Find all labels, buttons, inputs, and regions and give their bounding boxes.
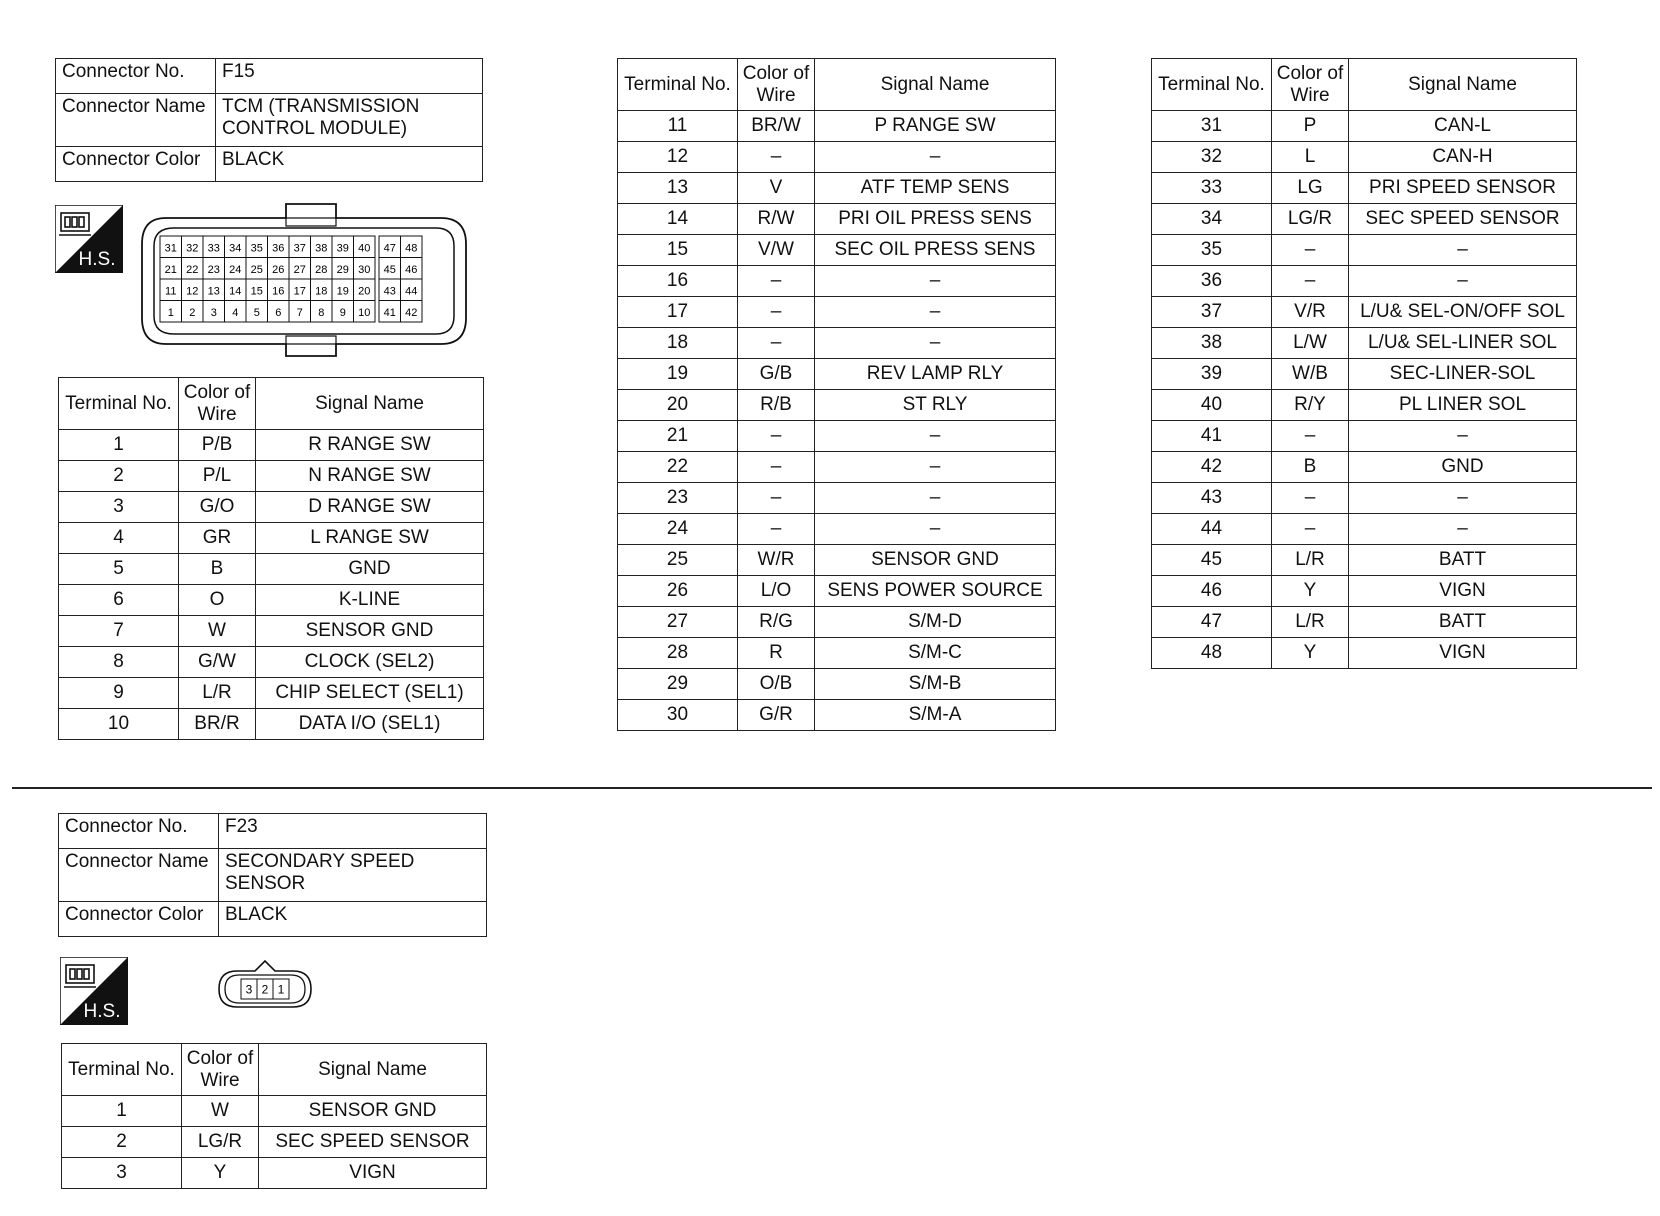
wire-color-cell: Y xyxy=(1272,638,1349,669)
terminal-no-cell: 22 xyxy=(618,452,738,483)
signal-name-cell: K-LINE xyxy=(256,585,484,616)
pin-number: 2 xyxy=(189,306,196,319)
hs-label: H.S. xyxy=(83,1001,121,1022)
pin-number: 44 xyxy=(405,285,418,298)
terminal-no-cell: 14 xyxy=(618,204,738,235)
table-row xyxy=(618,452,1056,483)
connector-color-label: Connector Color xyxy=(56,147,216,182)
signal-name-cell: SENSOR GND xyxy=(256,616,484,647)
wire-color-cell: V/W xyxy=(738,235,815,266)
wire-color-cell: L/O xyxy=(738,576,815,607)
pin-number: 42 xyxy=(405,306,418,319)
pin-number: 39 xyxy=(336,242,349,255)
wire-color-header: Color of Wire xyxy=(182,1044,259,1096)
table-row xyxy=(618,669,1056,700)
pin-number: 29 xyxy=(336,263,349,276)
wire-color-cell: – xyxy=(738,452,815,483)
wire-color-cell: Y xyxy=(182,1158,259,1189)
connector-name-value: SECONDARY SPEED SENSOR xyxy=(219,849,487,902)
wire-color-cell: – xyxy=(738,266,815,297)
pin-number: 45 xyxy=(383,263,396,276)
signal-name-header: Signal Name xyxy=(259,1044,487,1096)
signal-name-cell: BATT xyxy=(1349,607,1577,638)
signal-name-cell: – xyxy=(1349,421,1577,452)
terminal-no-cell: 27 xyxy=(618,607,738,638)
harness-side-icon xyxy=(55,205,123,273)
table-row xyxy=(618,297,1056,328)
terminal-no-cell: 2 xyxy=(62,1127,182,1158)
terminal-no-cell: 39 xyxy=(1152,359,1272,390)
f15-terminal-table-3 xyxy=(1151,58,1577,669)
table-row xyxy=(59,678,484,709)
terminal-no-cell: 41 xyxy=(1152,421,1272,452)
table-row xyxy=(1152,514,1577,545)
wire-color-cell: – xyxy=(1272,266,1349,297)
wire-color-cell: – xyxy=(738,483,815,514)
pin-number: 25 xyxy=(250,263,263,276)
pin-number: 10 xyxy=(358,306,371,319)
terminal-no-cell: 40 xyxy=(1152,390,1272,421)
table-row xyxy=(618,483,1056,514)
terminal-no-cell: 29 xyxy=(618,669,738,700)
pin-number: 3 xyxy=(245,982,253,997)
terminal-no-cell: 15 xyxy=(618,235,738,266)
terminal-no-header: Terminal No. xyxy=(618,59,738,111)
signal-name-cell: SEC OIL PRESS SENS xyxy=(815,235,1056,266)
f15-terminal-table-1 xyxy=(58,377,484,740)
wire-color-cell: B xyxy=(179,554,256,585)
table-row xyxy=(1152,235,1577,266)
table-row xyxy=(1152,545,1577,576)
wire-color-cell: W xyxy=(179,616,256,647)
terminal-no-cell: 1 xyxy=(62,1096,182,1127)
section-divider xyxy=(12,787,1652,789)
wire-color-cell: – xyxy=(738,328,815,359)
terminal-no-cell: 36 xyxy=(1152,266,1272,297)
pin-number: 46 xyxy=(405,263,418,276)
pin-number: 33 xyxy=(207,242,220,255)
wire-color-cell: G/O xyxy=(179,492,256,523)
table-row xyxy=(618,607,1056,638)
terminal-no-cell: 26 xyxy=(618,576,738,607)
table-row xyxy=(1152,359,1577,390)
wire-color-cell: P xyxy=(1272,111,1349,142)
table-row xyxy=(618,111,1056,142)
terminal-no-cell: 6 xyxy=(59,585,179,616)
table-row xyxy=(1152,173,1577,204)
pin-number: 40 xyxy=(358,242,371,255)
pin-number: 48 xyxy=(405,242,418,255)
signal-name-cell: SENSOR GND xyxy=(259,1096,487,1127)
table-row xyxy=(1152,390,1577,421)
wire-color-cell: LG xyxy=(1272,173,1349,204)
pin-number: 35 xyxy=(250,242,263,255)
terminal-no-cell: 9 xyxy=(59,678,179,709)
terminal-no-cell: 12 xyxy=(618,142,738,173)
signal-name-cell: CAN-L xyxy=(1349,111,1577,142)
connector-no-label: Connector No. xyxy=(56,59,216,94)
pin-number: 22 xyxy=(186,263,199,276)
signal-name-cell: – xyxy=(815,514,1056,545)
table-row xyxy=(62,1096,487,1127)
wire-color-cell: P/L xyxy=(179,461,256,492)
wire-color-cell: – xyxy=(1272,235,1349,266)
signal-name-cell: BATT xyxy=(1349,545,1577,576)
table-row xyxy=(618,266,1056,297)
terminal-no-cell: 16 xyxy=(618,266,738,297)
table-row xyxy=(618,173,1056,204)
wire-color-cell: GR xyxy=(179,523,256,554)
table-row xyxy=(1152,452,1577,483)
terminal-no-cell: 42 xyxy=(1152,452,1272,483)
wire-color-cell: W/R xyxy=(738,545,815,576)
table-row xyxy=(1152,607,1577,638)
signal-name-cell: L/U& SEL-ON/OFF SOL xyxy=(1349,297,1577,328)
pin-number: 28 xyxy=(315,263,328,276)
harness-side-icon xyxy=(60,957,128,1025)
signal-name-cell: – xyxy=(1349,483,1577,514)
terminal-no-cell: 30 xyxy=(618,700,738,731)
pin-number: 11 xyxy=(165,285,177,298)
table-row xyxy=(618,638,1056,669)
pin-number: 20 xyxy=(358,285,371,298)
signal-name-cell: L RANGE SW xyxy=(256,523,484,554)
terminal-no-cell: 28 xyxy=(618,638,738,669)
wire-color-cell: V/R xyxy=(1272,297,1349,328)
wire-color-header: Color of Wire xyxy=(179,378,256,430)
signal-name-cell: PL LINER SOL xyxy=(1349,390,1577,421)
pin-number: 6 xyxy=(275,306,282,319)
terminal-no-cell: 4 xyxy=(59,523,179,554)
signal-name-cell: S/M-D xyxy=(815,607,1056,638)
signal-name-cell: ST RLY xyxy=(815,390,1056,421)
signal-name-cell: L/U& SEL-LINER SOL xyxy=(1349,328,1577,359)
signal-name-cell: R RANGE SW xyxy=(256,430,484,461)
pin-number: 21 xyxy=(164,263,177,276)
table-row xyxy=(59,430,484,461)
signal-name-cell: CAN-H xyxy=(1349,142,1577,173)
signal-name-cell: ATF TEMP SENS xyxy=(815,173,1056,204)
f23-terminal-table xyxy=(61,1043,487,1189)
signal-name-cell: SENSOR GND xyxy=(815,545,1056,576)
f23-connector-face xyxy=(215,955,315,1013)
signal-name-header: Signal Name xyxy=(815,59,1056,111)
terminal-no-cell: 7 xyxy=(59,616,179,647)
terminal-no-cell: 35 xyxy=(1152,235,1272,266)
pin-number: 27 xyxy=(293,263,306,276)
table-row xyxy=(59,616,484,647)
table-row xyxy=(59,709,484,740)
terminal-no-cell: 19 xyxy=(618,359,738,390)
terminal-no-header: Terminal No. xyxy=(59,378,179,430)
signal-name-cell: N RANGE SW xyxy=(256,461,484,492)
signal-name-cell: GND xyxy=(256,554,484,585)
pin-number: 4 xyxy=(232,306,239,319)
signal-name-cell: SEC-LINER-SOL xyxy=(1349,359,1577,390)
wire-color-header: Color of Wire xyxy=(738,59,815,111)
terminal-no-cell: 3 xyxy=(62,1158,182,1189)
terminal-no-cell: 1 xyxy=(59,430,179,461)
table-row xyxy=(59,585,484,616)
wire-color-cell: B xyxy=(1272,452,1349,483)
table-row xyxy=(1152,483,1577,514)
pin-number: 1 xyxy=(167,306,174,319)
wire-color-cell: G/B xyxy=(738,359,815,390)
signal-name-cell: VIGN xyxy=(1349,638,1577,669)
pin-number: 7 xyxy=(296,306,303,319)
signal-name-cell: REV LAMP RLY xyxy=(815,359,1056,390)
connector-color-label: Connector Color xyxy=(59,902,219,937)
table-row xyxy=(1152,638,1577,669)
terminal-no-cell: 25 xyxy=(618,545,738,576)
terminal-no-cell: 10 xyxy=(59,709,179,740)
f15-terminal-table-2 xyxy=(617,58,1056,731)
signal-name-cell: – xyxy=(1349,514,1577,545)
signal-name-cell: GND xyxy=(1349,452,1577,483)
signal-name-cell: VIGN xyxy=(259,1158,487,1189)
table-row xyxy=(59,492,484,523)
terminal-no-cell: 20 xyxy=(618,390,738,421)
terminal-no-header: Terminal No. xyxy=(62,1044,182,1096)
table-row xyxy=(62,1158,487,1189)
pin-number: 31 xyxy=(164,242,177,255)
signal-name-cell: S/M-A xyxy=(815,700,1056,731)
pin-number: 5 xyxy=(253,306,260,319)
pin-number: 32 xyxy=(186,242,199,255)
signal-name-cell: SEC SPEED SENSOR xyxy=(259,1127,487,1158)
wire-color-cell: – xyxy=(738,142,815,173)
wire-color-cell: L/R xyxy=(1272,545,1349,576)
pin-number: 24 xyxy=(229,263,242,276)
signal-name-cell: – xyxy=(815,297,1056,328)
signal-name-cell: – xyxy=(1349,266,1577,297)
wire-color-cell: L/R xyxy=(1272,607,1349,638)
terminal-no-cell: 8 xyxy=(59,647,179,678)
terminal-no-cell: 38 xyxy=(1152,328,1272,359)
terminal-no-cell: 18 xyxy=(618,328,738,359)
pin-number: 37 xyxy=(293,242,306,255)
table-row xyxy=(1152,328,1577,359)
wire-color-cell: L/R xyxy=(179,678,256,709)
terminal-no-cell: 3 xyxy=(59,492,179,523)
pin-number: 17 xyxy=(293,285,306,298)
table-row xyxy=(618,328,1056,359)
terminal-no-cell: 17 xyxy=(618,297,738,328)
pin-number: 26 xyxy=(272,263,285,276)
wire-color-cell: O xyxy=(179,585,256,616)
f15-connector-info xyxy=(55,58,483,182)
wire-color-cell: L/W xyxy=(1272,328,1349,359)
table-row xyxy=(618,359,1056,390)
signal-name-cell: – xyxy=(815,452,1056,483)
wire-color-cell: – xyxy=(738,421,815,452)
f15-connector-face xyxy=(136,200,476,360)
wire-color-cell: BR/W xyxy=(738,111,815,142)
pin-number: 3 xyxy=(210,306,217,319)
pin-number: 41 xyxy=(383,306,396,319)
pin-number: 47 xyxy=(383,242,396,255)
pin-number: 38 xyxy=(315,242,328,255)
hs-label: H.S. xyxy=(78,249,116,270)
pin-number: 16 xyxy=(272,285,285,298)
wire-color-cell: Y xyxy=(1272,576,1349,607)
signal-name-cell: D RANGE SW xyxy=(256,492,484,523)
connector-no-value: F15 xyxy=(216,59,483,94)
wire-color-cell: R/B xyxy=(738,390,815,421)
connector-no-label: Connector No. xyxy=(59,814,219,849)
table-row xyxy=(59,523,484,554)
table-row xyxy=(618,421,1056,452)
terminal-no-header: Terminal No. xyxy=(1152,59,1272,111)
signal-name-cell: – xyxy=(1349,235,1577,266)
terminal-no-cell: 24 xyxy=(618,514,738,545)
wire-color-cell: LG/R xyxy=(182,1127,259,1158)
pin-number: 23 xyxy=(207,263,220,276)
signal-name-cell: – xyxy=(815,483,1056,514)
wire-color-cell: G/W xyxy=(179,647,256,678)
table-row xyxy=(1152,297,1577,328)
wire-color-header: Color of Wire xyxy=(1272,59,1349,111)
f15-pin-grid xyxy=(160,236,422,322)
signal-name-cell: CLOCK (SEL2) xyxy=(256,647,484,678)
connector-name-label: Connector Name xyxy=(59,849,219,902)
connector-color-value: BLACK xyxy=(219,902,487,937)
table-row xyxy=(1152,421,1577,452)
terminal-no-cell: 31 xyxy=(1152,111,1272,142)
wire-color-cell: – xyxy=(738,297,815,328)
table-row xyxy=(59,647,484,678)
signal-name-cell: – xyxy=(815,421,1056,452)
table-row xyxy=(618,390,1056,421)
signal-name-cell: – xyxy=(815,328,1056,359)
signal-name-cell: DATA I/O (SEL1) xyxy=(256,709,484,740)
wire-color-cell: R/W xyxy=(738,204,815,235)
wire-color-cell: – xyxy=(1272,514,1349,545)
wire-color-cell: – xyxy=(1272,421,1349,452)
wire-color-cell: – xyxy=(738,514,815,545)
terminal-no-cell: 32 xyxy=(1152,142,1272,173)
pin-number: 14 xyxy=(229,285,242,298)
wire-color-cell: R/Y xyxy=(1272,390,1349,421)
signal-name-cell: VIGN xyxy=(1349,576,1577,607)
wire-color-cell: W xyxy=(182,1096,259,1127)
connector-name-value: TCM (TRANSMISSION CONTROL MODULE) xyxy=(216,94,483,147)
table-row xyxy=(1152,204,1577,235)
wire-color-cell: BR/R xyxy=(179,709,256,740)
signal-name-cell: S/M-B xyxy=(815,669,1056,700)
pin-number: 1 xyxy=(277,982,285,997)
pin-number: 19 xyxy=(336,285,349,298)
table-row xyxy=(618,545,1056,576)
pin-number: 15 xyxy=(250,285,263,298)
signal-name-header: Signal Name xyxy=(1349,59,1577,111)
pin-number: 8 xyxy=(318,306,325,319)
signal-name-cell: SEC SPEED SENSOR xyxy=(1349,204,1577,235)
table-row xyxy=(1152,576,1577,607)
table-row xyxy=(1152,266,1577,297)
table-row xyxy=(618,700,1056,731)
terminal-no-cell: 13 xyxy=(618,173,738,204)
terminal-no-cell: 23 xyxy=(618,483,738,514)
wire-color-cell: O/B xyxy=(738,669,815,700)
table-row xyxy=(618,235,1056,266)
signal-name-cell: CHIP SELECT (SEL1) xyxy=(256,678,484,709)
pin-number: 30 xyxy=(358,263,371,276)
terminal-no-cell: 33 xyxy=(1152,173,1272,204)
wire-color-cell: P/B xyxy=(179,430,256,461)
terminal-no-cell: 34 xyxy=(1152,204,1272,235)
table-row xyxy=(618,514,1056,545)
pin-number: 12 xyxy=(186,285,199,298)
table-row xyxy=(618,142,1056,173)
wire-color-cell: L xyxy=(1272,142,1349,173)
signal-name-cell: P RANGE SW xyxy=(815,111,1056,142)
signal-name-cell: S/M-C xyxy=(815,638,1056,669)
f23-connector-info xyxy=(58,813,487,937)
terminal-no-cell: 11 xyxy=(618,111,738,142)
table-row xyxy=(1152,142,1577,173)
table-row xyxy=(1152,111,1577,142)
wire-color-cell: G/R xyxy=(738,700,815,731)
pin-number: 18 xyxy=(315,285,328,298)
pin-number: 13 xyxy=(207,285,220,298)
pin-number: 9 xyxy=(339,306,346,319)
wire-color-cell: R/G xyxy=(738,607,815,638)
wire-color-cell: V xyxy=(738,173,815,204)
signal-name-header: Signal Name xyxy=(256,378,484,430)
signal-name-cell: – xyxy=(815,142,1056,173)
terminal-no-cell: 44 xyxy=(1152,514,1272,545)
wire-color-cell: – xyxy=(1272,483,1349,514)
pin-number: 34 xyxy=(229,242,242,255)
terminal-no-cell: 37 xyxy=(1152,297,1272,328)
pin-number: 2 xyxy=(261,982,269,997)
wire-color-cell: W/B xyxy=(1272,359,1349,390)
table-row xyxy=(62,1127,487,1158)
terminal-no-cell: 2 xyxy=(59,461,179,492)
signal-name-cell: SENS POWER SOURCE xyxy=(815,576,1056,607)
signal-name-cell: PRI SPEED SENSOR xyxy=(1349,173,1577,204)
signal-name-cell: – xyxy=(815,266,1056,297)
terminal-no-cell: 47 xyxy=(1152,607,1272,638)
f23-pin-row xyxy=(241,979,289,999)
terminal-no-cell: 21 xyxy=(618,421,738,452)
signal-name-cell: PRI OIL PRESS SENS xyxy=(815,204,1056,235)
wire-color-cell: LG/R xyxy=(1272,204,1349,235)
table-row xyxy=(618,204,1056,235)
connector-name-label: Connector Name xyxy=(56,94,216,147)
terminal-no-cell: 43 xyxy=(1152,483,1272,514)
pin-number: 43 xyxy=(383,285,396,298)
terminal-no-cell: 48 xyxy=(1152,638,1272,669)
table-row xyxy=(59,461,484,492)
pin-number: 36 xyxy=(272,242,285,255)
connector-color-value: BLACK xyxy=(216,147,483,182)
terminal-no-cell: 5 xyxy=(59,554,179,585)
terminal-no-cell: 46 xyxy=(1152,576,1272,607)
table-row xyxy=(59,554,484,585)
terminal-no-cell: 45 xyxy=(1152,545,1272,576)
wire-color-cell: R xyxy=(738,638,815,669)
connector-no-value: F23 xyxy=(219,814,487,849)
table-row xyxy=(618,576,1056,607)
